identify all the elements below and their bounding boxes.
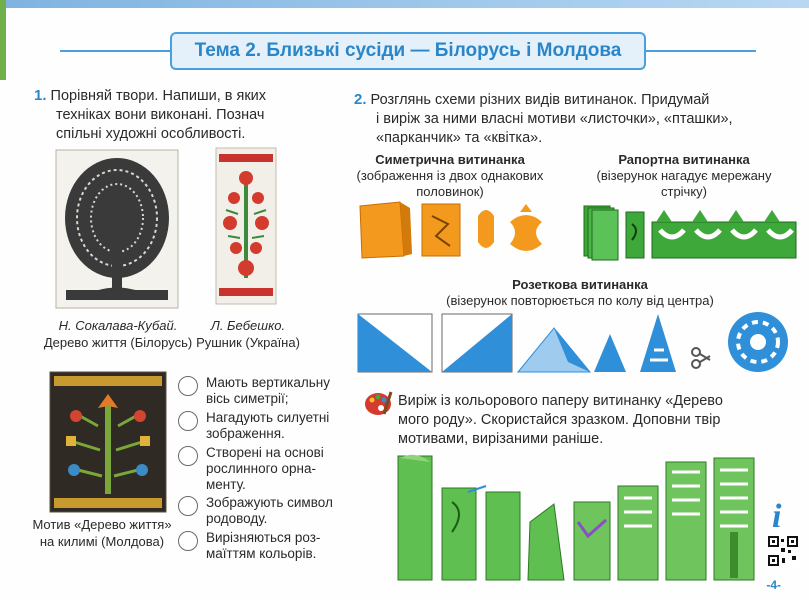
option-checkbox[interactable]	[178, 496, 198, 516]
rapport-caption	[584, 152, 784, 200]
image3-title-line2: на килимі (Молдова)	[39, 534, 165, 549]
task1-text	[34, 86, 334, 144]
image1-author: Н. Сокалава-Кубай.	[58, 318, 178, 333]
option-label	[206, 530, 320, 562]
task2-line1: Розглянь схеми різних видів витинанок. Придумай	[370, 92, 710, 108]
palette-icon	[364, 390, 392, 416]
task1-line2: техніках вони виконані. Познач	[56, 107, 265, 123]
option-label	[206, 445, 324, 493]
option-label	[206, 410, 329, 442]
option-row[interactable]	[178, 445, 324, 493]
option-checkbox[interactable]	[178, 376, 198, 396]
option-label	[206, 375, 330, 407]
image1-title: Дерево життя (Білорусь)	[43, 335, 193, 350]
task2-line3: «парканчик» та «квітка».	[376, 130, 543, 146]
info-icon[interactable]: i	[772, 498, 782, 535]
option-checkbox[interactable]	[178, 446, 198, 466]
rosette-desc: (візерунок повторюється по колу від центра)	[446, 293, 714, 308]
task2-line2: і виріж за ними власні мотиви «листочки», «пташки»,	[376, 111, 733, 127]
rapport-desc: стрічку)	[660, 184, 707, 199]
image2-caption	[196, 317, 300, 351]
title-rule-right	[646, 50, 756, 52]
option-checkbox[interactable]	[178, 411, 198, 431]
option-text: менту.	[206, 477, 246, 492]
rosette-scheme	[358, 312, 794, 374]
image2-title: Рушник (Україна)	[196, 335, 300, 350]
option-row[interactable]	[178, 495, 333, 527]
image1-caption	[30, 317, 206, 351]
moldova-carpet-image	[50, 372, 166, 512]
option-text: Вирізняються роз-	[206, 530, 321, 545]
task1-number: 1.	[34, 87, 47, 104]
rosette-title: Розеткова витинанка	[512, 277, 648, 292]
task2-text	[354, 90, 794, 148]
option-row[interactable]	[178, 530, 320, 562]
task3-line1: Виріж із кольорового паперу витинанку «Дерево	[398, 393, 723, 409]
rapport-title: Рапортна витинанка	[618, 152, 750, 167]
symmetric-title: Симетрична витинанка	[375, 152, 525, 167]
option-row[interactable]	[178, 410, 329, 442]
option-text: вісь симетрії;	[206, 391, 289, 406]
image3-title-line1: Мотив «Дерево життя»	[32, 517, 172, 532]
option-row[interactable]	[178, 375, 330, 407]
task3-line2: мого роду». Скористайся зразком. Доповни твір	[398, 412, 721, 428]
option-text: Мають вертикальну	[206, 375, 330, 390]
topic-title-box	[170, 32, 646, 70]
option-text: Створені на основі	[206, 445, 324, 460]
qr-code-icon	[768, 536, 798, 566]
top-color-band	[0, 0, 809, 8]
symmetric-caption	[350, 152, 550, 200]
left-color-band	[0, 0, 6, 80]
image3-caption	[16, 516, 188, 550]
task3-line3: мотивами, вирізаними раніше.	[398, 431, 604, 447]
rapport-desc: (візерунок нагадує мережану	[596, 168, 772, 183]
option-text: родоводу.	[206, 511, 268, 526]
option-text: рослинного орна-	[206, 461, 316, 476]
rapport-scheme	[584, 200, 796, 262]
image2-author: Л. Бебешко.	[210, 318, 286, 333]
option-label	[206, 495, 333, 527]
symmetric-desc: половинок)	[416, 184, 484, 199]
page-number: -4-	[766, 578, 781, 592]
task1-line1: Порівняй твори. Напиши, в яких	[50, 88, 267, 104]
option-text: Зображують символ	[206, 495, 333, 510]
page-title: Тема 2. Близькі сусіди — Білорусь і Молдова	[194, 40, 622, 61]
ukraine-rushnyk-image	[216, 148, 276, 304]
task1-line3: спільні художні особливості.	[56, 126, 246, 142]
rosette-caption	[420, 277, 740, 309]
task2-number: 2.	[354, 91, 367, 108]
option-checkbox[interactable]	[178, 531, 198, 551]
belarus-papercut-image	[56, 150, 178, 308]
family-tree-steps	[396, 452, 756, 584]
option-text: зображення.	[206, 426, 285, 441]
task3-text	[398, 392, 798, 449]
symmetric-scheme	[360, 202, 550, 258]
symmetric-desc: (зображення із двох однакових	[356, 168, 544, 183]
option-text: маїттям кольорів.	[206, 546, 317, 561]
title-rule-left	[60, 50, 170, 52]
option-text: Нагадують силуетні	[206, 410, 330, 425]
